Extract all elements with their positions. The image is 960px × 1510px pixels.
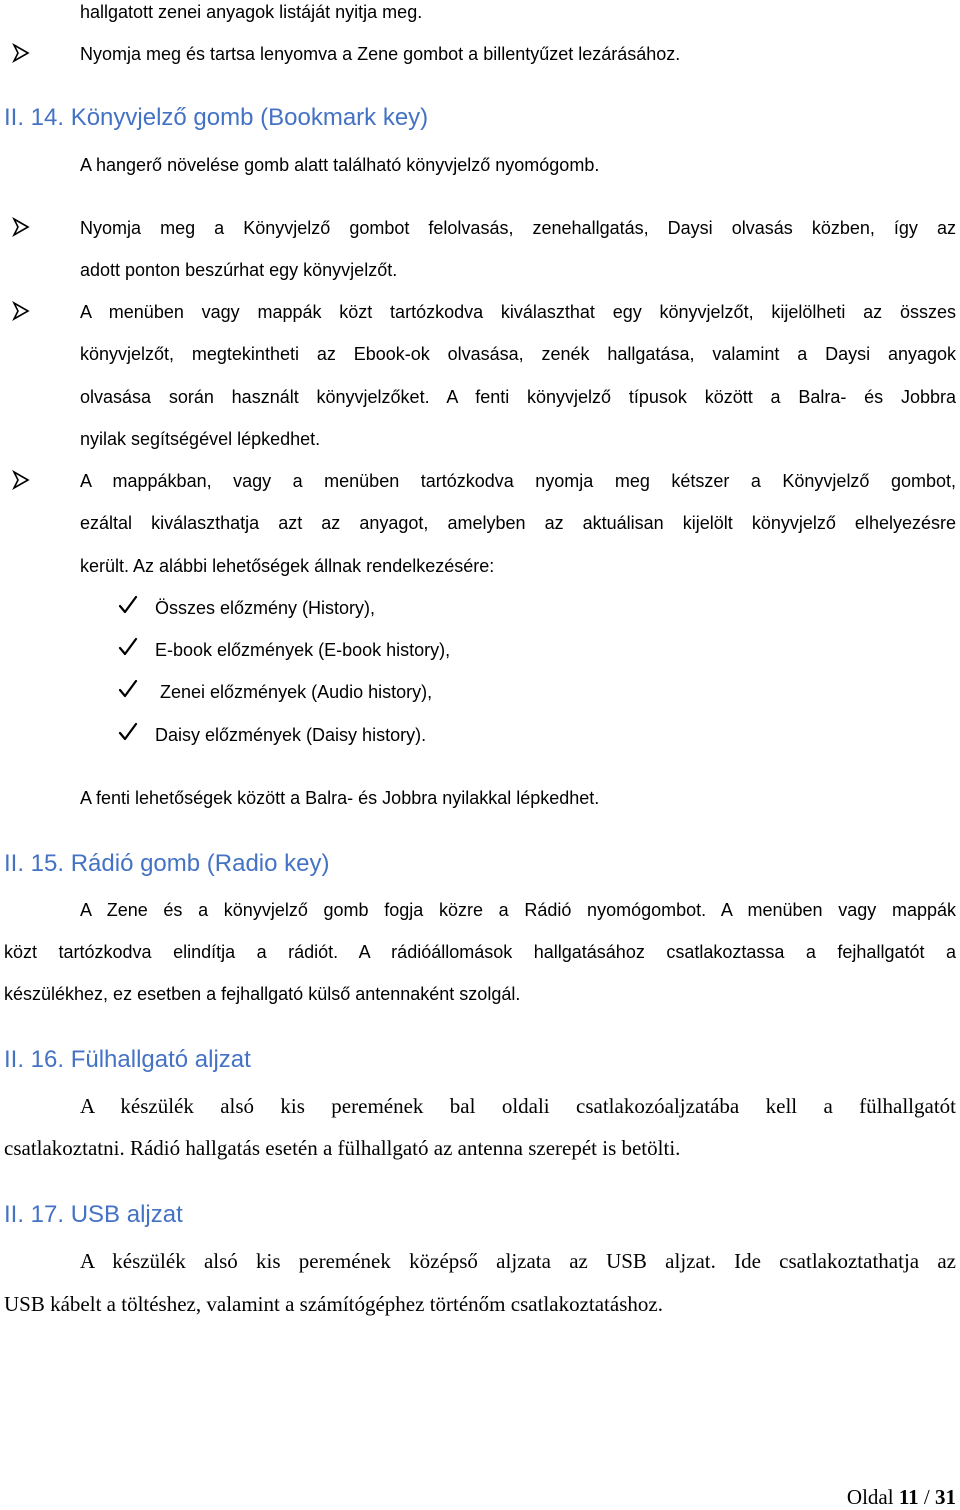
- checkmark-icon: [118, 721, 138, 743]
- section-heading-15: II. 15. Rádió gomb (Radio key): [4, 850, 330, 877]
- checkmark-icon: [118, 594, 138, 616]
- section-heading-14: II. 14. Könyvjelző gomb (Bookmark key): [4, 104, 429, 131]
- bullet-text: A menüben vagy mappák közt tartózkodva kiválaszthat egy könyvjelzőt, kijelölheti az összes: [80, 302, 956, 322]
- section-heading-16: II. 16. Fülhallgató aljzat: [4, 1046, 251, 1073]
- arrow-bullet-icon: [12, 470, 30, 490]
- paragraph-line: A készülék alsó kis peremének középső aljzata az USB aljzat. Ide csatlakoztathatja az: [80, 1249, 956, 1273]
- checkmark-icon: [118, 636, 138, 658]
- page-number: [847, 1484, 956, 1510]
- bullet-text: A mappákban, vagy a menüben tartózkodva nyomja meg kétszer a Könyvjelző gombot,: [80, 471, 956, 491]
- paragraph-line: A hangerő növelése gomb alatt található könyvjelző nyomógomb.: [80, 155, 600, 175]
- check-item: Zenei előzmények (Audio history),: [160, 682, 433, 702]
- section-heading-17: II. 17. USB aljzat: [4, 1201, 183, 1228]
- paragraph-line: közt tartózkodva elindítja a rádiót. A rádióállomások hallgatásához csatlakoztassa a fejhallgatót a: [4, 942, 956, 962]
- paragraph-line: készülékhez, ez esetben a fejhallgató külső antennaként szolgál.: [4, 984, 521, 1004]
- page-current: 11: [898, 1485, 919, 1509]
- text-line: hallgatott zenei anyagok listáját nyitja meg.: [80, 2, 423, 22]
- paragraph-line: A Zene és a könyvjelző gomb fogja közre a Rádió nyomógombot. A menüben vagy mappák: [80, 900, 956, 920]
- check-item: Daisy előzmények (Daisy history).: [155, 725, 427, 745]
- check-item: Összes előzmény (History),: [155, 598, 376, 618]
- paragraph-line: USB kábelt a töltéshez, valamint a számítógéphez történőm csatlakoztatáshoz.: [4, 1292, 663, 1316]
- arrow-bullet-icon: [12, 43, 30, 63]
- bullet-text: került. Az alábbi lehetőségek állnak rendelkezésére:: [80, 556, 495, 576]
- bullet-text: olvasása során használt könyvjelzőket. A fenti könyvjelző típusok között a Balra- és Jobbra: [80, 387, 956, 407]
- bullet-text: ezáltal kiválaszthatja azt az anyagot, amelyben az aktuálisan kijelölt könyvjelző elhelyezésre: [80, 513, 956, 533]
- check-item: E-book előzmények (E-book history),: [155, 640, 451, 660]
- bullet-text: könyvjelzőt, megtekintheti az Ebook-ok olvasása, zenék hallgatása, valamint a Daysi anyagok: [80, 344, 956, 364]
- page-total: 31: [935, 1485, 956, 1509]
- paragraph-line: A fenti lehetőségek között a Balra- és Jobbra nyilakkal lépkedhet.: [80, 788, 600, 808]
- bullet-text: adott ponton beszúrhat egy könyvjelzőt.: [80, 260, 398, 280]
- bullet-text: nyilak segítségével lépkedhet.: [80, 429, 321, 449]
- bullet-text: Nyomja meg és tartsa lenyomva a Zene gombot a billentyűzet lezárásához.: [80, 44, 681, 64]
- checkmark-icon: [118, 678, 138, 700]
- page-label: Oldal: [846, 1485, 894, 1509]
- paragraph-line: csatlakoztatni. Rádió hallgatás esetén a fülhallgató az antenna szerepét is betölti.: [4, 1136, 681, 1160]
- arrow-bullet-icon: [12, 301, 30, 321]
- paragraph-line: A készülék alsó kis peremének bal oldali csatlakozóaljzatába kell a fülhallgatót: [80, 1094, 956, 1118]
- page-separator: /: [923, 1485, 930, 1509]
- bullet-text: Nyomja meg a Könyvjelző gombot felolvasás, zenehallgatás, Daysi olvasás közben, így az: [80, 218, 956, 238]
- arrow-bullet-icon: [12, 217, 30, 237]
